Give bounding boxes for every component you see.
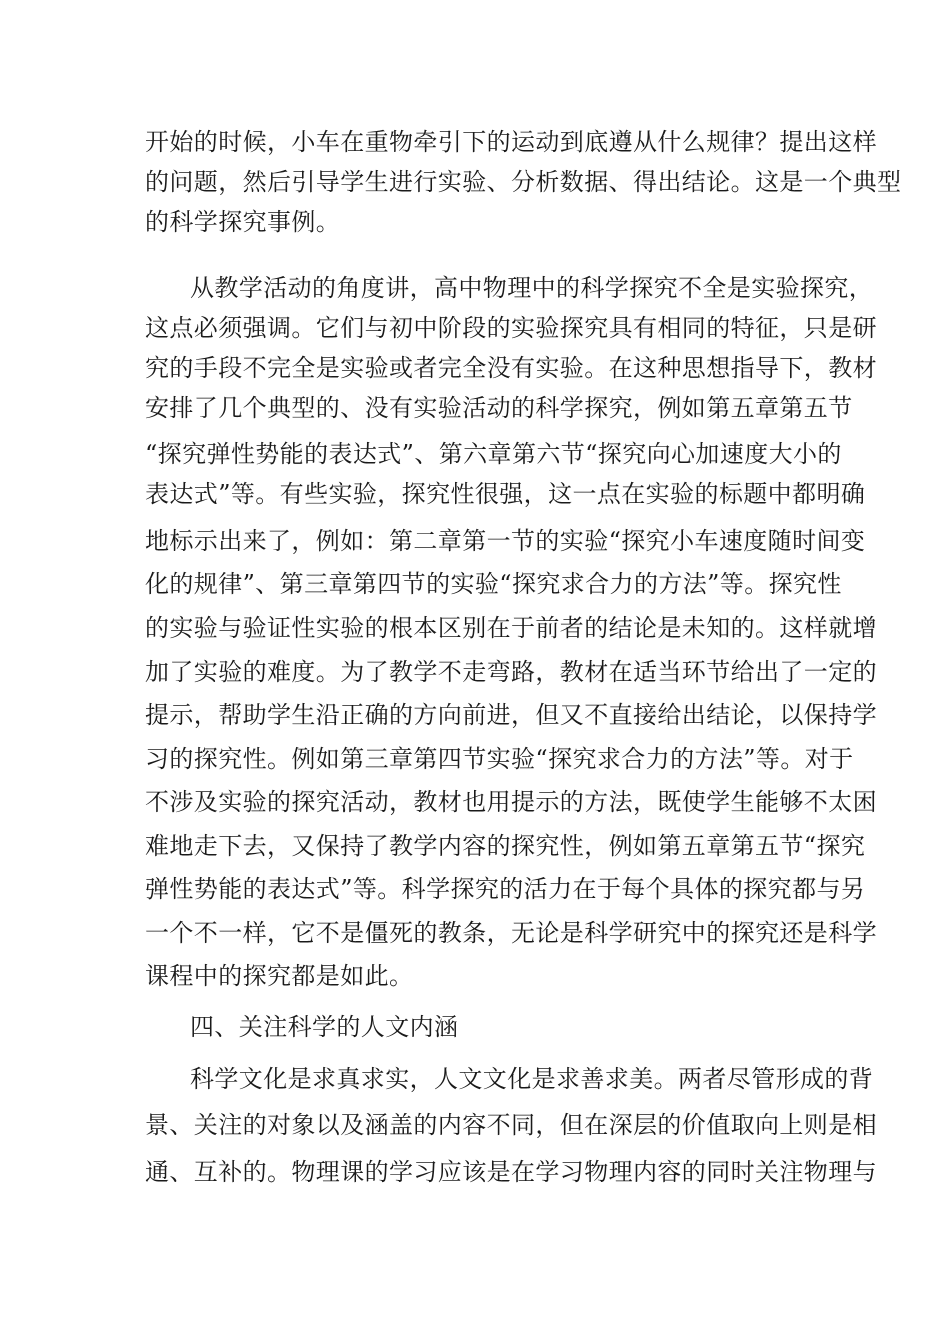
paragraph-line: “探究弹性势能的表达式”、第六章第六节“探究向心加速度大小的 [145, 440, 842, 468]
paragraph-line: 提示，帮助学生沿正确的方向前进，但又不直接给出结论，以保持学 [145, 701, 877, 729]
paragraph-line: 课程中的探究都是如此。 [145, 962, 414, 990]
paragraph-line: 从教学活动的角度讲，高中物理中的科学探究不全是实验探究， [190, 274, 874, 302]
paragraph-line: 难地走下去，又保持了教学内容的探究性，例如第五章第五节“探究 [145, 832, 866, 860]
section-heading: 四、关注科学的人文内涵 [190, 1013, 459, 1041]
paragraph-line: 一个不一样，它不是僵死的教条，无论是科学研究中的探究还是科学 [145, 919, 877, 947]
paragraph-line: 表达式”等。有些实验，探究性很强，这一点在实验的标题中都明确 [145, 480, 866, 508]
paragraph-line: 景、关注的对象以及涵盖的内容不同，但在深层的价值取向上则是相 [145, 1111, 877, 1139]
paragraph-line: 的实验与验证性实验的根本区别在于前者的结论是未知的。这样就增 [145, 614, 877, 642]
paragraph-line: 的科学探究事例。 [145, 208, 341, 236]
paragraph-line: 开始的时候，小车在重物牵引下的运动到底遵从什么规律？提出这样 [145, 128, 877, 156]
paragraph-line: 习的探究性。例如第三章第四节实验“探究求合力的方法”等。对于 [145, 745, 854, 773]
paragraph-line: 究的手段不完全是实验或者完全没有实验。在这种思想指导下，教材 [145, 354, 877, 382]
paragraph-line: 这点必须强调。它们与初中阶段的实验探究具有相同的特征，只是研 [145, 314, 877, 342]
paragraph-line: 加了实验的难度。为了教学不走弯路，教材在适当环节给出了一定的 [145, 658, 877, 686]
paragraph-line: 地标示出来了，例如：第二章第一节的实验“探究小车速度随时间变 [145, 527, 866, 555]
paragraph-line: 科学文化是求真求实，人文文化是求善求美。两者尽管形成的背 [190, 1065, 874, 1093]
paragraph-line: 通、互补的。物理课的学习应该是在学习物理内容的同时关注物理与 [145, 1158, 877, 1186]
paragraph-line: 安排了几个典型的、没有实验活动的科学探究，例如第五章第五节 [145, 394, 853, 422]
paragraph-line: 不涉及实验的探究活动，教材也用提示的方法，既使学生能够不太困 [145, 788, 877, 816]
paragraph-line: 化的规律”、第三章第四节的实验“探究求合力的方法”等。探究性 [145, 570, 842, 598]
paragraph-line: 弹性势能的表达式”等。科学探究的活力在于每个具体的探究都与另 [145, 875, 866, 903]
paragraph-line: 的问题，然后引导学生进行实验、分析数据、得出结论。这是一个典型 [145, 168, 902, 196]
